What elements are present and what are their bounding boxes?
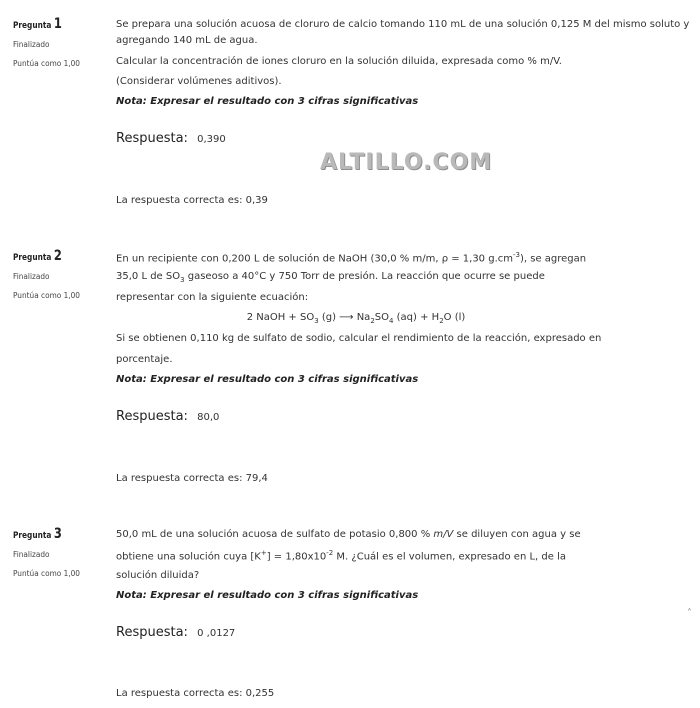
chemical-equation: 2 NaOH + $SO_3$ (g) ⟶ $Na_2SO_4$ $(aq) + H_2O$ (l) — [246, 312, 466, 325]
answer-label: Respuesta: — [116, 625, 188, 640]
answer-row — [116, 131, 226, 146]
question-text: solución diluida? — [116, 570, 200, 581]
question-note: Nota: Expresar el resultado con 3 cifras significativas — [116, 96, 419, 107]
question-text: (Considerar volúmenes aditivos). — [116, 76, 282, 87]
question-number: Pregunta 3 — [13, 526, 62, 542]
question-text: En un recipiente con 0,200 L de solución de NaOH (30,0 % m/m, ρ = 1,30 $g.cm^{-3}$), se agregan — [116, 251, 587, 265]
correct-answer: La respuesta correcta es: 0,39 — [116, 195, 268, 206]
question-info-2 — [13, 248, 108, 300]
question-note: Nota: Expresar el resultado con 3 cifras significativas — [116, 590, 419, 601]
correct-answer: La respuesta correcta es: 79,4 — [116, 473, 268, 484]
correct-answer: La respuesta correcta es: 0,255 — [116, 688, 275, 699]
question-grade: Puntúa como 1,00 — [13, 59, 80, 68]
question-text: 50,0 mL de una solución acuosa de sulfato de potasio 0,800 % m/V se diluyen con agua y se — [116, 529, 581, 540]
question-state: Finalizado — [13, 272, 50, 281]
question-grade: Puntúa como 1,00 — [13, 291, 80, 300]
answer-label: Respuesta: — [116, 409, 188, 424]
chevron-up-icon[interactable]: ˄ — [687, 608, 692, 619]
answer-label: Respuesta: — [116, 131, 188, 146]
question-text: 35,0 L de $SO_3$ gaseoso a 40°C y 750 Torr de presión. La reacción que ocurre se puede — [116, 271, 545, 284]
answer-value: 0 ,0127 — [197, 628, 236, 639]
question-info-1 — [13, 16, 108, 68]
question-state: Finalizado — [13, 550, 50, 559]
question-text: porcentaje. — [116, 354, 173, 365]
question-text: agregando 140 mL de agua. — [116, 35, 258, 46]
answer-row — [116, 409, 219, 424]
question-text: Calcular la concentración de iones cloruro en la solución diluida, expresada como % m/V. — [116, 56, 562, 67]
question-text: obtiene una solución cuya $[K^+] = 1,80x10^{-2}$ M. ¿Cuál es el volumen, expresado en L, de la — [116, 549, 566, 563]
question-text: representar con la siguiente ecuación: — [116, 292, 309, 303]
answer-value: 0,390 — [197, 134, 226, 145]
question-text: Si se obtienen 0,110 kg de sulfato de sodio, calcular el rendimiento de la reacción, expresado en — [116, 333, 602, 344]
watermark-logo: ALTILLO.COM — [320, 150, 493, 175]
question-info-3 — [13, 526, 108, 578]
question-number: Pregunta 1 — [13, 16, 62, 32]
question-number: Pregunta 2 — [13, 248, 62, 264]
question-grade: Puntúa como 1,00 — [13, 569, 80, 578]
question-note: Nota: Expresar el resultado con 3 cifras significativas — [116, 374, 419, 385]
answer-value: 80,0 — [197, 412, 220, 423]
question-state: Finalizado — [13, 40, 50, 49]
answer-row — [116, 625, 235, 640]
question-text: Se prepara una solución acuosa de cloruro de calcio tomando 110 mL de una solución 0,125 M del mismo soluto y — [116, 19, 690, 30]
